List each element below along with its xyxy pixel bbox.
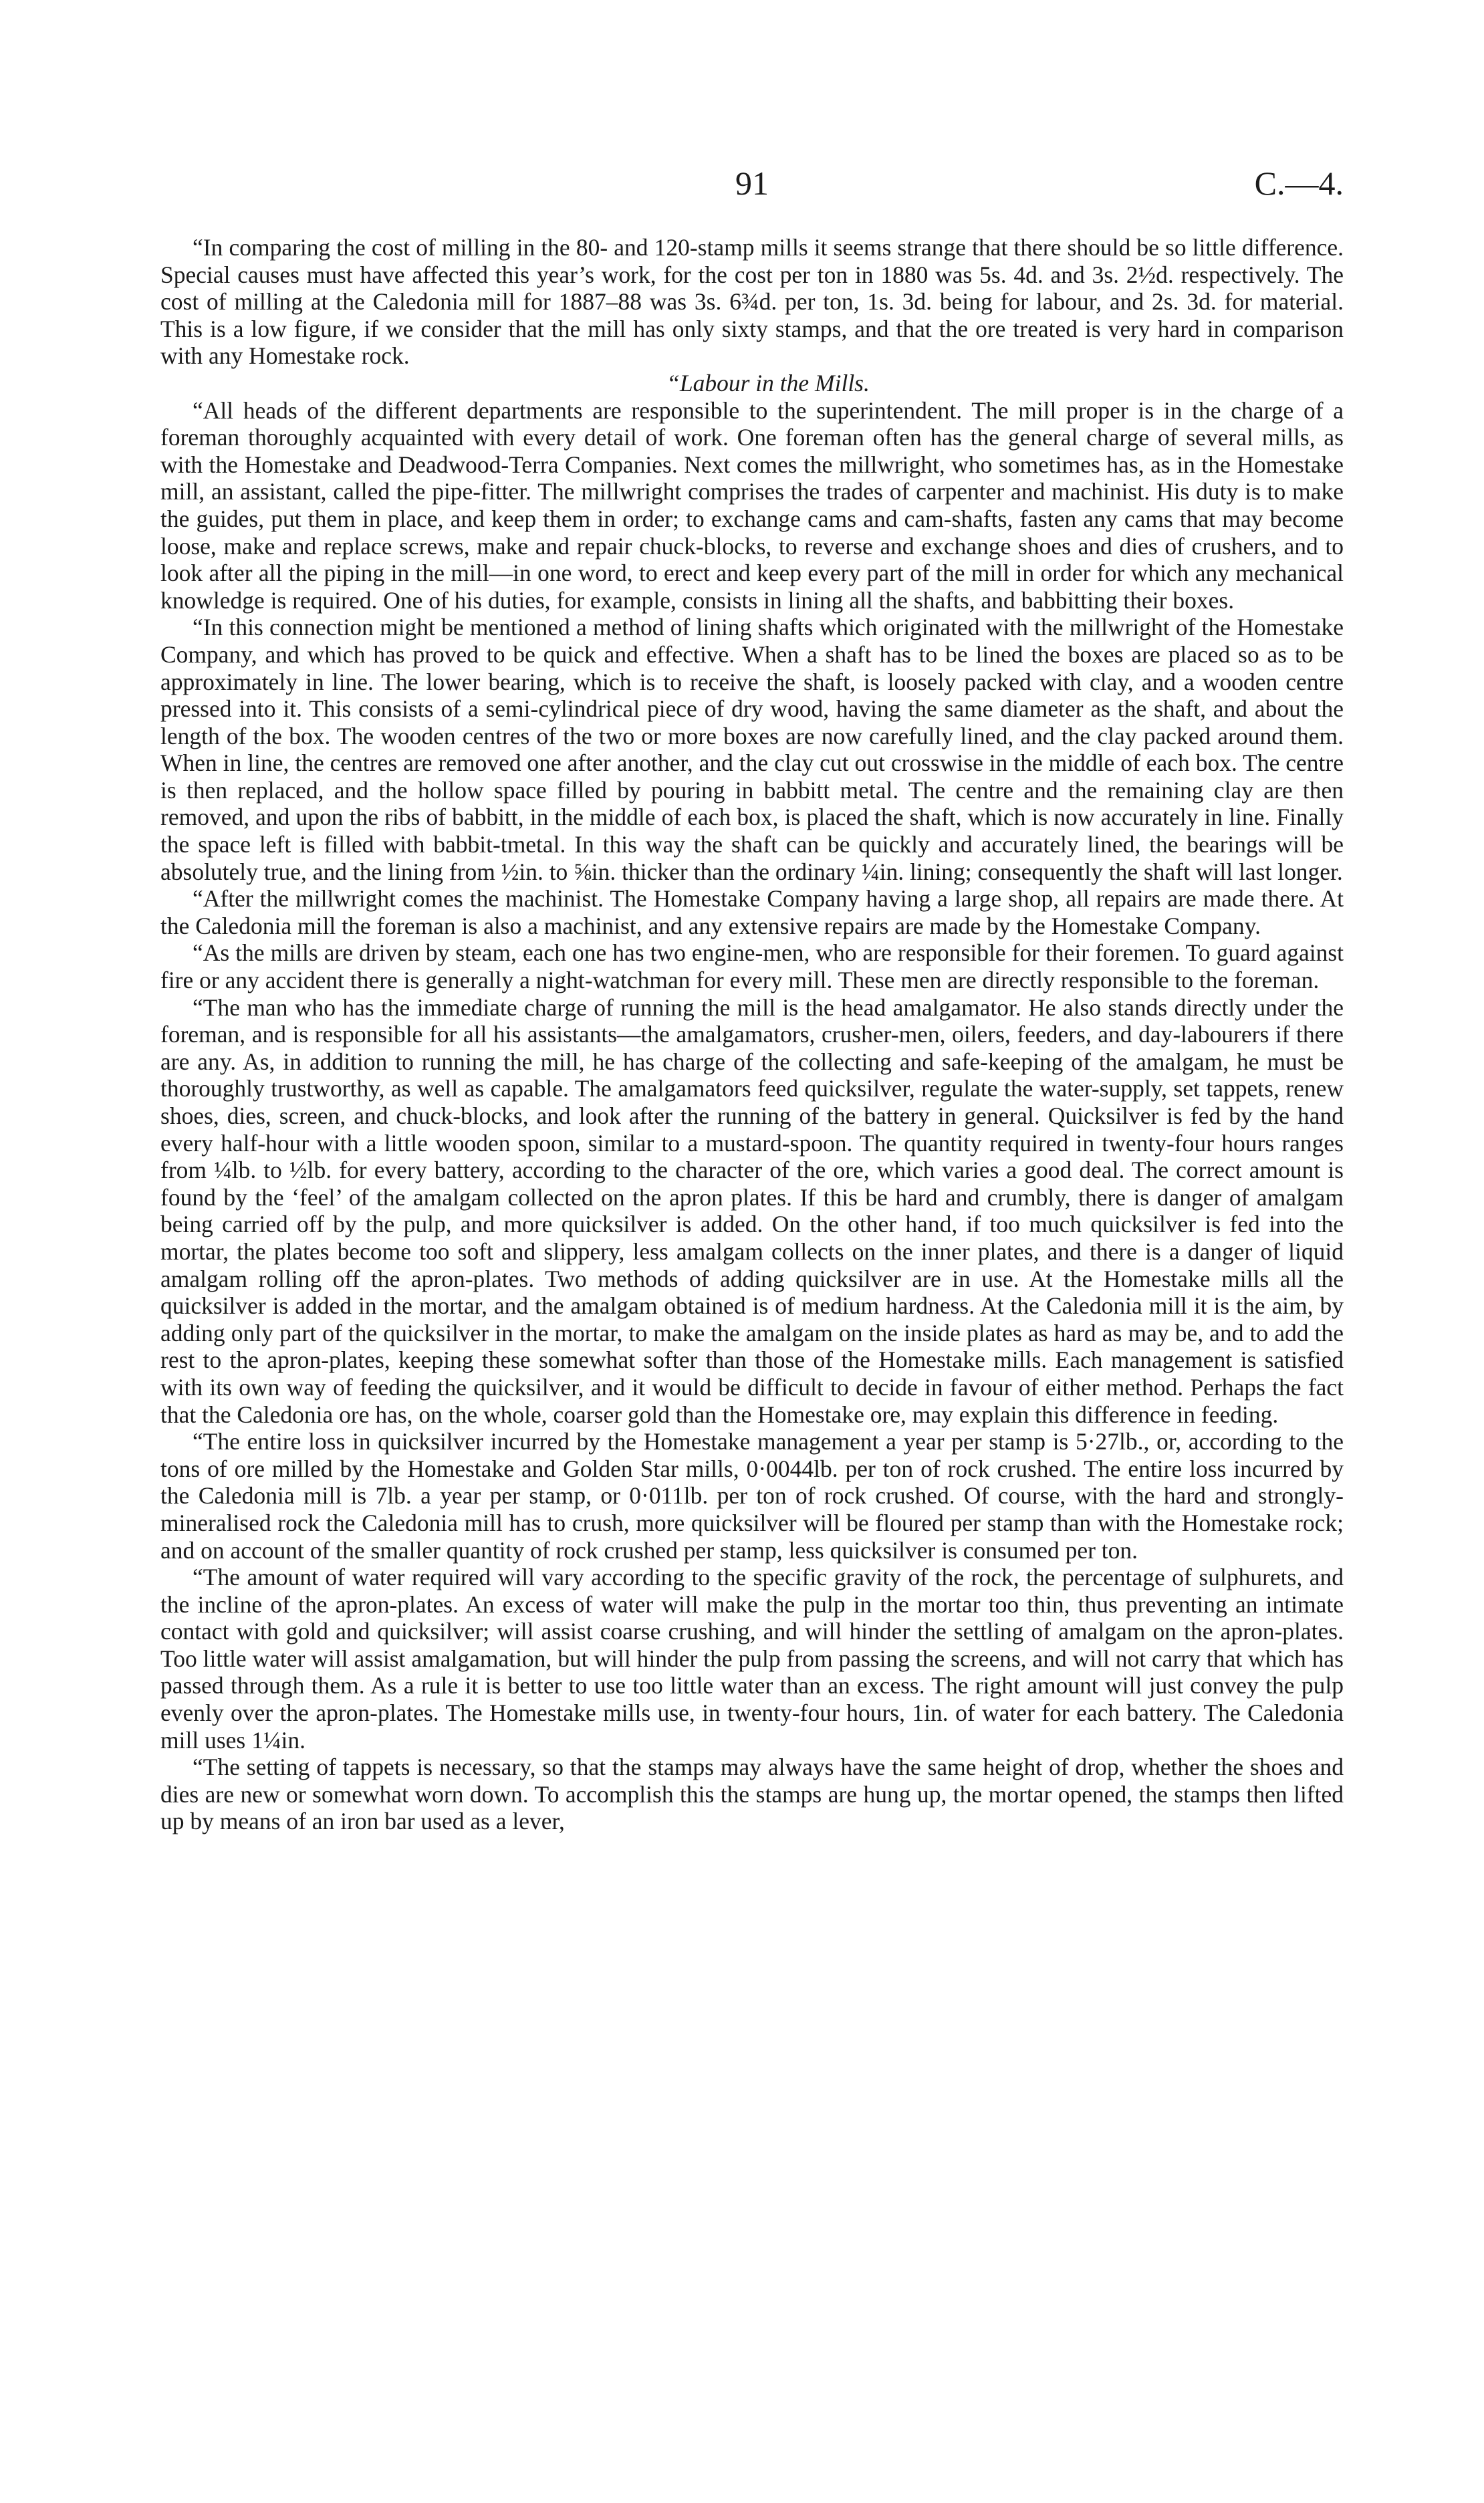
paragraph-machinist: “After the millwright comes the machinist. The Homestake Company having a large shop, all repairs are made there. At the Caledonia mill the foreman is also a machinist, and any extensive repairs are made by the Homestake Company. — [160, 885, 1344, 939]
page-header — [160, 164, 1344, 211]
page-body — [160, 234, 1344, 1835]
paragraph-quicksilver-loss: “The entire loss in quicksilver incurred by the Homestake management a year per stamp is 5·27lb., or, according to the tons of ore milled by the Homestake and Golden Star mills, 0·0044lb. per ton of rock crushed. The entire loss incurred by the Caledonia mill is 7lb. a year per stamp, or 0·011lb. per ton of rock crushed. Of course, with the hard and strongly-mineralised rock the Caledonia mill has to crush, more quicksilver will be floured per stamp than with the Homestake rock; and on account of the smaller quantity of rock crushed per stamp, less quicksilver is consumed per ton. — [160, 1428, 1344, 1564]
page-number: 91 — [735, 164, 769, 202]
document-reference: C.—4. — [1254, 164, 1344, 202]
paragraph-water: “The amount of water required will vary according to the specific gravity of the rock, the percentage of sulphurets, and the incline of the apron-plates. An excess of water will make the pulp in the mortar too thin, thus preventing an intimate contact with gold and quicksilver; will assist coarse crushing, and will hinder the settling of amalgam on the apron-plates. Too little water will assist amalgamation, but will hinder the pulp from passing the screens, and will not carry that which has passed through them. As a rule it is better to use too little water than an excess. The right amount will just convey the pulp evenly over the apron-plates. The Homestake mills use, in twenty-four hours, 1in. of water for each battery. The Caledonia mill uses 1¼in. — [160, 1564, 1344, 1754]
section-heading: “Labour in the Mills. — [666, 369, 870, 396]
paragraph-departments: “All heads of the different departments are responsible to the superintendent. The mill proper is in the charge of a foreman thoroughly acquainted with every detail of work. One foreman often has the general charge of several mills, as with the Homestake and Deadwood-Terra Companies. Next comes the millwright, who sometimes has, as in the Homestake mill, an assistant, called the pipe-fitter. The millwright comprises the trades of carpenter and machinist. His duty is to make the guides, put them in place, and keep them in order; to exchange cams and cam-shafts, fasten any cams that may become loose, make and replace screws, make and repair chuck-blocks, to reverse and exchange shoes and dies of crushers, and to look after all the piping in the mill—in one word, to erect and keep every part of the mill in order for which any mechanical knowledge is required. One of his duties, for example, consists in lining all the shafts, and babbitting their boxes. — [160, 396, 1344, 614]
paragraph-tappets: “The setting of tappets is necessary, so that the stamps may always have the same height of drop, whether the shoes and dies are new or somewhat worn down. To accomplish this the stamps are hung up, the mortar opened, the stamps then lifted up by means of an iron bar used as a lever, — [160, 1754, 1344, 1835]
paragraph-milling-cost: “In comparing the cost of milling in the 80- and 120-stamp mills it seems strange that there should be so little difference. Special causes must have affected this year’s work, for the cost per ton in 1880 was 5s. 4d. and 3s. 2½d. respectively. The cost of milling at the Caledonia mill for 1887–88 was 3s. 6¾d. per ton, 1s. 3d. being for labour, and 2s. 3d. for material. This is a low figure, if we consider that the mill has only sixty stamps, and that the ore treated is very hard in comparison with any Homestake rock. — [160, 234, 1344, 370]
paragraph-engine-men: “As the mills are driven by steam, each one has two engine-men, who are responsible for their foremen. To guard against fire or any accident there is generally a night-watchman for every mill. These men are directly responsible to the foreman. — [160, 939, 1344, 994]
paragraph-lining-shafts: “In this connection might be mentioned a method of lining shafts which originated with the millwright of the Homestake Company, and which has proved to be quick and effective. When a shaft has to be lined the boxes are placed so as to be approximately in line. The lower bearing, which is to receive the shaft, is loosely packed with clay, and a wooden centre pressed into it. This consists of a semi-cylindrical piece of dry wood, having the same diameter as the shaft, and about the length of the box. The wooden centres of the two or more boxes are now carefully lined, and the clay packed around them. When in line, the centres are removed one after another, and the clay cut out crosswise in the middle of each box. The centre is then replaced, and the hollow space filled by pouring in babbitt metal. The centre and the remaining clay are then removed, and upon the ribs of babbitt, in the middle of each box, is placed the shaft, which is now accurately in line. Finally the space left is filled with babbit-tmetal. In this way the shaft can be quickly and accurately lined, the bearings will be absolutely true, and the lining from ½in. to ⅝in. thicker than the ordinary ¼in. lining; consequently the shaft will last longer. — [160, 614, 1344, 885]
paragraph-head-amalgamator: “The man who has the immediate charge of running the mill is the head amalgamator. He also stands directly under the foreman, and is responsible for all his assistants—the amalgamators, crusher-men, oilers, feeders, and day-labourers if there are any. As, in addition to running the mill, he has charge of the collecting and safe-keeping of the amalgam, he must be thoroughly trustworthy, as well as capable. The amalgamators feed quicksilver, regulate the water-supply, set tappets, renew shoes, dies, screen, and chuck-blocks, and look after the running of the battery in general. Quicksilver is fed by the hand every half-hour with a little wooden spoon, similar to a mustard-spoon. The quantity required in twenty-four hours ranges from ¼lb. to ½lb. for every battery, according to the character of the ore, which varies a good deal. The correct amount is found by the ‘feel’ of the amalgam collected on the apron plates. If this be hard and crumbly, there is danger of amalgam being carried off by the pulp, and more quicksilver is added. On the other hand, if too much quicksilver is fed into the mortar, the plates become too soft and slippery, less amalgam collects on the inner plates, and there is a danger of liquid amalgam rolling off the apron-plates. Two methods of adding quicksilver are in use. At the Homestake mills all the quicksilver is added in the mortar, and the amalgam obtained is of medium hardness. At the Caledonia mill it is the aim, by adding only part of the quicksilver in the mortar, to make the amalgam on the inside plates as hard as may be, and to add the rest to the apron-plates, keeping these somewhat softer than those of the Homestake mills. Each management is satisfied with its own way of feeding the quicksilver, and it would be difficult to decide in favour of either method. Perhaps the fact that the Caledonia ore has, on the whole, coarser gold than the Homestake ore, may explain this difference in feeding. — [160, 993, 1344, 1428]
